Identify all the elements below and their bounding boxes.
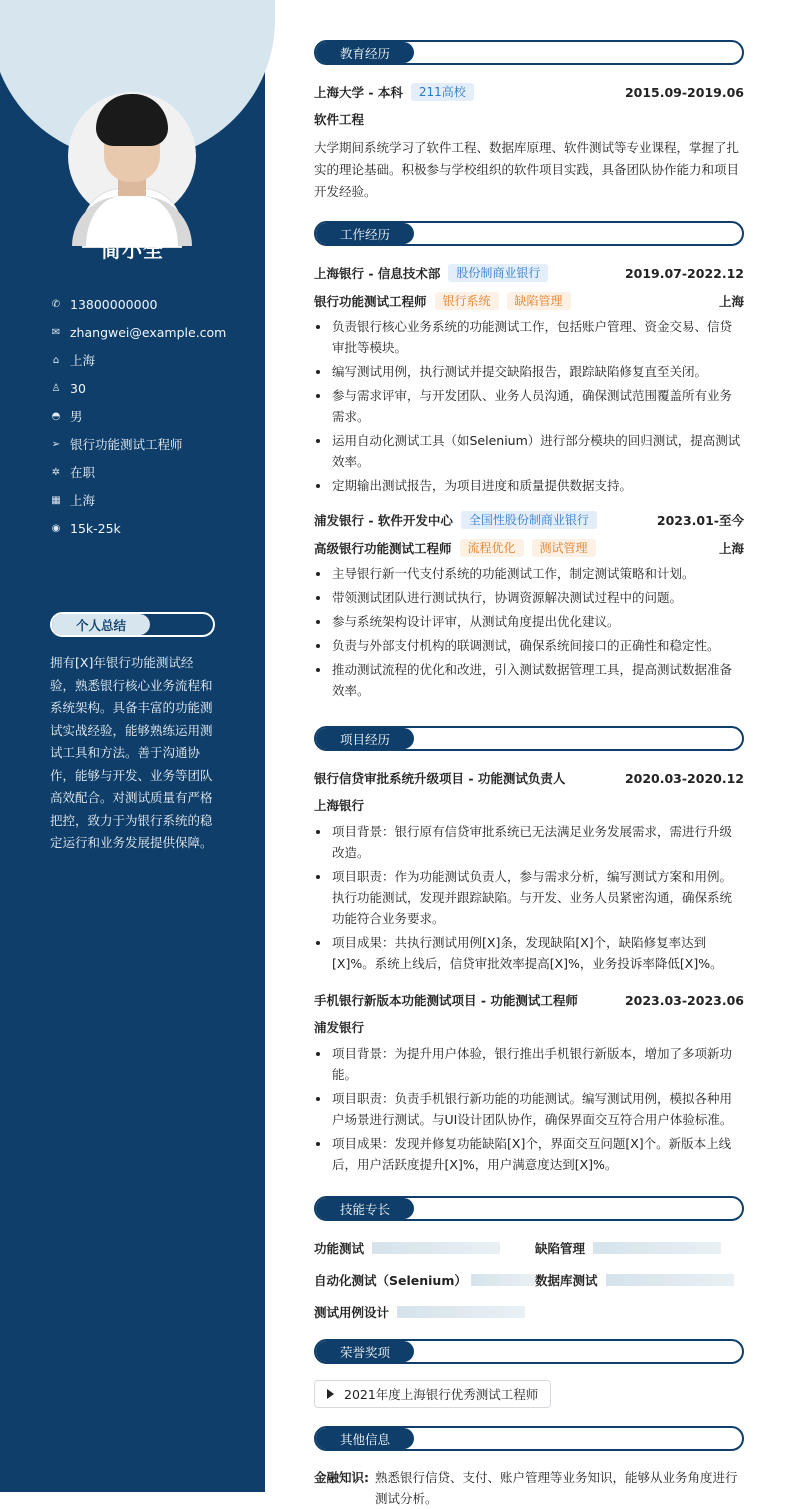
info-position: ➢ 银行功能测试工程师 xyxy=(51,437,183,452)
education-desc: 大学期间系统学习了软件工程、数据库原理、软件测试等专业课程，掌握了扎实的理论基础。积极参与学校组织的软件项目实践，具备团队协作能力和项目开发经验。 xyxy=(314,140,740,199)
list-item: 项目背景：为提升用户体验，银行推出手机银行新版本，增加了多项新功能。 xyxy=(314,1043,744,1085)
skill-item: 缺陷管理 xyxy=(535,1237,744,1259)
education-section-header xyxy=(314,40,744,65)
phone-icon: ✆ xyxy=(51,298,61,310)
project-entry xyxy=(314,989,744,1175)
list-item: 运用自动化测试工具（如Selenium）进行部分模块的回归测试，提高测试效率。 xyxy=(314,430,744,472)
contact-info-list xyxy=(50,290,226,542)
job-city: 上海 xyxy=(718,541,744,556)
home-icon: ⌂ xyxy=(52,354,60,366)
summary-title: 个人总结 xyxy=(52,614,150,635)
play-icon xyxy=(327,1389,334,1399)
mail-icon: ✉ xyxy=(51,326,61,338)
award-item[interactable]: 2021年度上海银行优秀测试工程师 xyxy=(314,1380,551,1408)
avatar xyxy=(68,92,196,220)
project-period: 2020.03-2020.12 xyxy=(624,770,744,786)
list-item: 带领测试团队进行测试执行，协调资源解决测试过程中的问题。 xyxy=(314,587,744,608)
job-duties xyxy=(314,316,744,496)
work-title: 工作经历 xyxy=(316,223,414,244)
company-name: 浦发银行 - 软件开发中心 xyxy=(314,513,453,528)
school-tag: 211高校 xyxy=(411,83,474,101)
projects-title: 项目经历 xyxy=(316,728,414,749)
company-tag: 股份制商业银行 xyxy=(448,264,548,282)
project-org: 上海银行 xyxy=(314,798,365,813)
info-status: ✲ 在职 xyxy=(51,465,96,480)
other-section-header xyxy=(314,1426,744,1451)
job-entry xyxy=(314,509,744,701)
skill-item: 测试用例设计 xyxy=(314,1301,535,1323)
skill-bar xyxy=(593,1242,721,1254)
salary-icon: ◉ xyxy=(51,522,61,534)
building-icon: ▦ xyxy=(51,494,61,506)
info-phone: ✆ 13800000000 xyxy=(51,296,158,312)
list-item: 项目职责：负责手机银行新功能的功能测试。编写测试用例，模拟各种用户场景进行测试。与UI设计团队协作，确保界面交互符合用户体验标准。 xyxy=(314,1088,744,1130)
skill-bar xyxy=(397,1306,525,1318)
info-location: ⌂ 上海 xyxy=(50,346,226,374)
project-name: 银行信贷审批系统升级项目 - 功能测试负责人 xyxy=(314,771,566,786)
project-details xyxy=(314,1043,744,1175)
job-period: 2023.01-至今 xyxy=(656,513,744,528)
skills-grid xyxy=(314,1237,744,1323)
info-salary: ◉ 15k-25k xyxy=(51,520,121,536)
skill-bar xyxy=(606,1274,734,1286)
skill-item: 数据库测试 xyxy=(535,1269,744,1291)
skill-item: 功能测试 xyxy=(314,1237,535,1259)
list-item: 负责与外部支付机构的联调测试，确保系统间接口的正确性和稳定性。 xyxy=(314,635,744,656)
company-tag: 全国性股份制商业银行 xyxy=(461,511,597,529)
other-info xyxy=(314,1467,744,1509)
send-icon: ➢ xyxy=(51,438,61,450)
job-tag: 银行系统 xyxy=(435,292,499,310)
info-email: ✉ zhangwei@example.com xyxy=(51,324,227,340)
gender-icon: ◓ xyxy=(51,410,61,422)
skill-bar xyxy=(372,1242,500,1254)
job-role: 银行功能测试工程师 xyxy=(314,294,427,309)
main-content xyxy=(314,40,744,1509)
school-name: 上海大学 - 本科 xyxy=(314,85,403,100)
list-item: 项目成果：发现并修复功能缺陷[X]个，界面交互问题[X]个。新版本上线后，用户活跃度提升[X]%，用户满意度达到[X]%。 xyxy=(314,1133,744,1175)
skill-item: 自动化测试（Selenium） xyxy=(314,1269,535,1291)
job-city: 上海 xyxy=(718,294,744,309)
project-org: 浦发银行 xyxy=(314,1020,365,1035)
skills-title: 技能专长 xyxy=(316,1198,414,1219)
project-name: 手机银行新版本功能测试项目 - 功能测试工程师 xyxy=(314,993,578,1008)
list-item: 项目成果：共执行测试用例[X]条，发现缺陷[X]个，缺陷修复率达到[X]%。系统上线后，信贷审批效率提高[X]%，业务投诉率降低[X]%。 xyxy=(314,932,744,974)
other-key: 金融知识: xyxy=(314,1470,369,1485)
project-period: 2023.03-2023.06 xyxy=(624,992,744,1008)
list-item: 定期输出测试报告，为项目进度和质量提供数据支持。 xyxy=(314,475,744,496)
major: 软件工程 xyxy=(314,112,365,127)
job-tag: 流程优化 xyxy=(460,539,524,557)
project-details xyxy=(314,821,744,974)
sidebar xyxy=(0,0,265,1492)
skills-section-header xyxy=(314,1196,744,1221)
list-item: 参与需求评审，与开发团队、业务人员沟通，确保测试范围覆盖所有业务需求。 xyxy=(314,385,744,427)
other-value: 熟悉银行信贷、支付、账户管理等业务知识，能够从业务角度进行测试分析。 xyxy=(375,1470,738,1506)
honors-title: 荣誉奖项 xyxy=(316,1341,414,1362)
skill-bar xyxy=(471,1274,535,1286)
honors-section-header xyxy=(314,1339,744,1364)
job-tag: 测试管理 xyxy=(532,539,596,557)
projects-section-header xyxy=(314,726,744,751)
education-period: 2015.09-2019.06 xyxy=(624,84,744,100)
education-title: 教育经历 xyxy=(316,42,414,63)
info-age: ♙ 30 xyxy=(51,380,86,396)
job-role: 高级银行功能测试工程师 xyxy=(314,541,452,556)
work-section-header xyxy=(314,221,744,246)
list-item: 推动测试流程的优化和改进，引入测试数据管理工具，提高测试数据准备效率。 xyxy=(314,659,744,701)
job-duties xyxy=(314,563,744,701)
project-entry xyxy=(314,767,744,974)
list-item: 负责银行核心业务系统的功能测试工作，包括账户管理、资金交易、信贷审批等模块。 xyxy=(314,316,744,358)
age-icon: ♙ xyxy=(51,382,61,394)
info-city: ▦ 上海 xyxy=(51,493,96,508)
status-icon: ✲ xyxy=(51,466,61,478)
summary-text: 拥有[X]年银行功能测试经验，熟悉银行核心业务流程和系统架构。具备丰富的功能测试实战经验，能够熟练运用测试工具和方法。善于沟通协作，能够与开发、业务等团队高效配合。对测试质量有严格把控，致力于为银行系统的稳定运行和业务发展提供保障。 xyxy=(50,655,213,850)
info-gender: ◓ 男 xyxy=(51,409,83,424)
summary-section-header xyxy=(50,612,215,637)
list-item: 项目背景：银行原有信贷审批系统已无法满足业务发展需求，需进行升级改造。 xyxy=(314,821,744,863)
job-entry xyxy=(314,262,744,496)
candidate-name: 简小全 xyxy=(101,238,164,262)
education-row xyxy=(314,81,744,103)
list-item: 参与系统架构设计评审，从测试角度提出优化建议。 xyxy=(314,611,744,632)
other-title: 其他信息 xyxy=(316,1428,414,1449)
list-item: 主导银行新一代支付系统的功能测试工作，制定测试策略和计划。 xyxy=(314,563,744,584)
job-tag: 缺陷管理 xyxy=(507,292,571,310)
list-item: 编写测试用例，执行测试并提交缺陷报告，跟踪缺陷修复直至关闭。 xyxy=(314,361,744,382)
list-item: 项目职责：作为功能测试负责人，参与需求分析，编写测试方案和用例。执行功能测试，发现并跟踪缺陷。与开发、业务人员紧密沟通，确保系统功能符合业务要求。 xyxy=(314,866,744,929)
company-name: 上海银行 - 信息技术部 xyxy=(314,266,441,281)
job-period: 2019.07-2022.12 xyxy=(624,265,744,281)
